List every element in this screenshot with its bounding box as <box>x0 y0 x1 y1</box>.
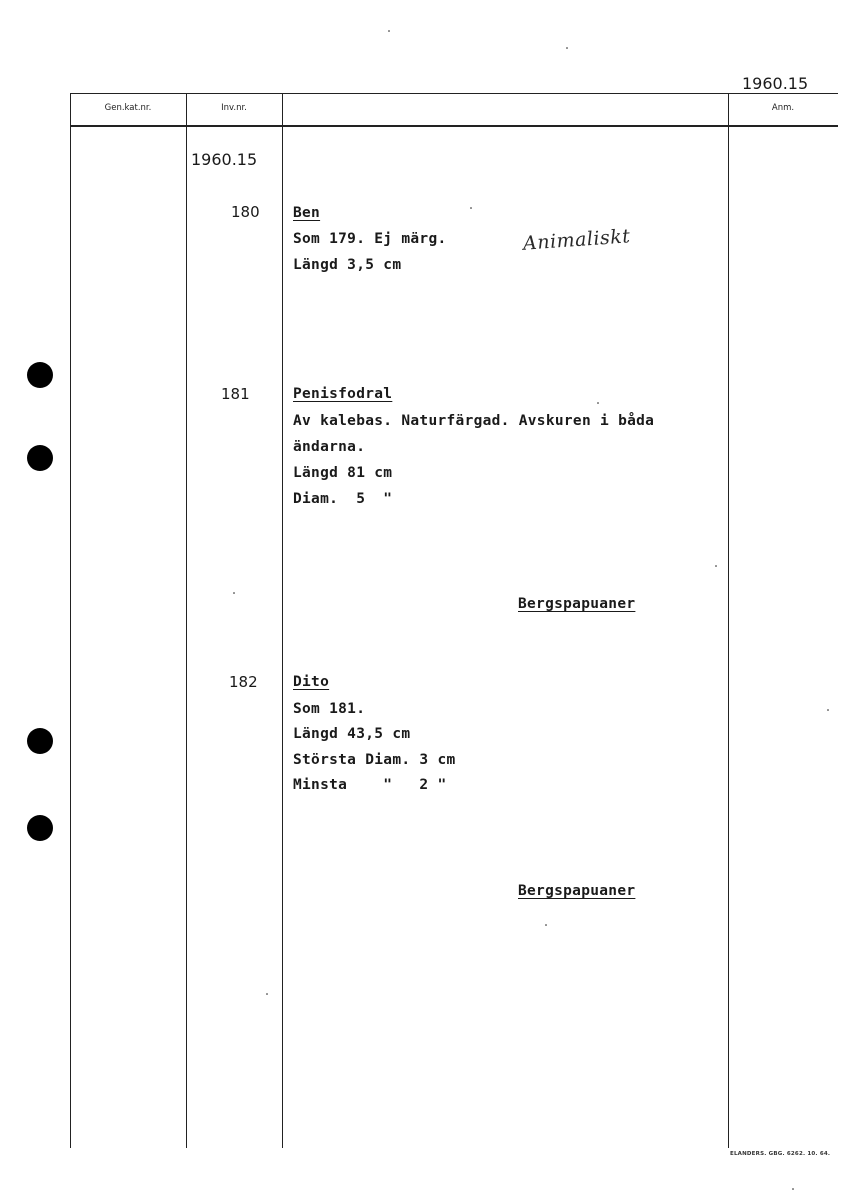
entry-line: Som 179. Ej märg. <box>293 231 447 247</box>
binder-hole <box>27 815 53 841</box>
collection-number: 1960.15 <box>191 150 258 169</box>
entry-title: Dito <box>293 674 330 690</box>
scan-speck <box>597 402 599 404</box>
scan-speck <box>792 1188 794 1190</box>
column-divider <box>728 93 729 1148</box>
scan-speck <box>566 47 568 49</box>
printer-mark: ELANDERS. GBG. 6262. 10. 64. <box>730 1151 831 1157</box>
binder-hole <box>27 445 53 471</box>
entry-line: Minsta " 2 " <box>293 777 447 793</box>
inv-number: 180 <box>231 203 260 221</box>
entry-line: Som 181. <box>293 701 366 717</box>
entry-line: ändarna. <box>293 439 366 455</box>
column-divider <box>282 93 283 1148</box>
entry-line: Längd 43,5 cm <box>293 726 411 742</box>
entry-title: Penisfodral <box>293 386 393 402</box>
inv-number: 182 <box>229 673 258 691</box>
binder-hole <box>27 728 53 754</box>
column-divider <box>70 93 71 1148</box>
scan-speck <box>545 924 547 926</box>
entry-line: Längd 3,5 cm <box>293 257 402 273</box>
group-label: Bergspapuaner <box>518 883 636 899</box>
sheet-number: 1960.15 <box>742 74 809 93</box>
column-divider <box>186 93 187 1148</box>
entry-line: Största Diam. 3 cm <box>293 752 456 768</box>
entry-line: Av kalebas. Naturfärgad. Avskuren i båda <box>293 413 655 429</box>
entry-line: Längd 81 cm <box>293 465 393 481</box>
inv-number: 181 <box>221 385 250 403</box>
entry-line: Diam. 5 " <box>293 491 393 507</box>
header-gen-kat-nr: Gen.kat.nr. <box>104 103 152 113</box>
binder-hole <box>27 362 53 388</box>
header-anm: Anm. <box>771 103 795 113</box>
entry-title: Ben <box>293 205 321 221</box>
scan-speck <box>266 993 268 995</box>
handwritten-note: Animaliskt <box>522 225 632 255</box>
header-inv-nr: Inv.nr. <box>221 103 247 113</box>
group-label: Bergspapuaner <box>518 596 636 612</box>
scan-speck <box>827 709 829 711</box>
scan-speck <box>388 30 390 32</box>
scan-speck <box>233 592 235 594</box>
scan-speck <box>470 207 472 209</box>
scan-speck <box>715 565 717 567</box>
